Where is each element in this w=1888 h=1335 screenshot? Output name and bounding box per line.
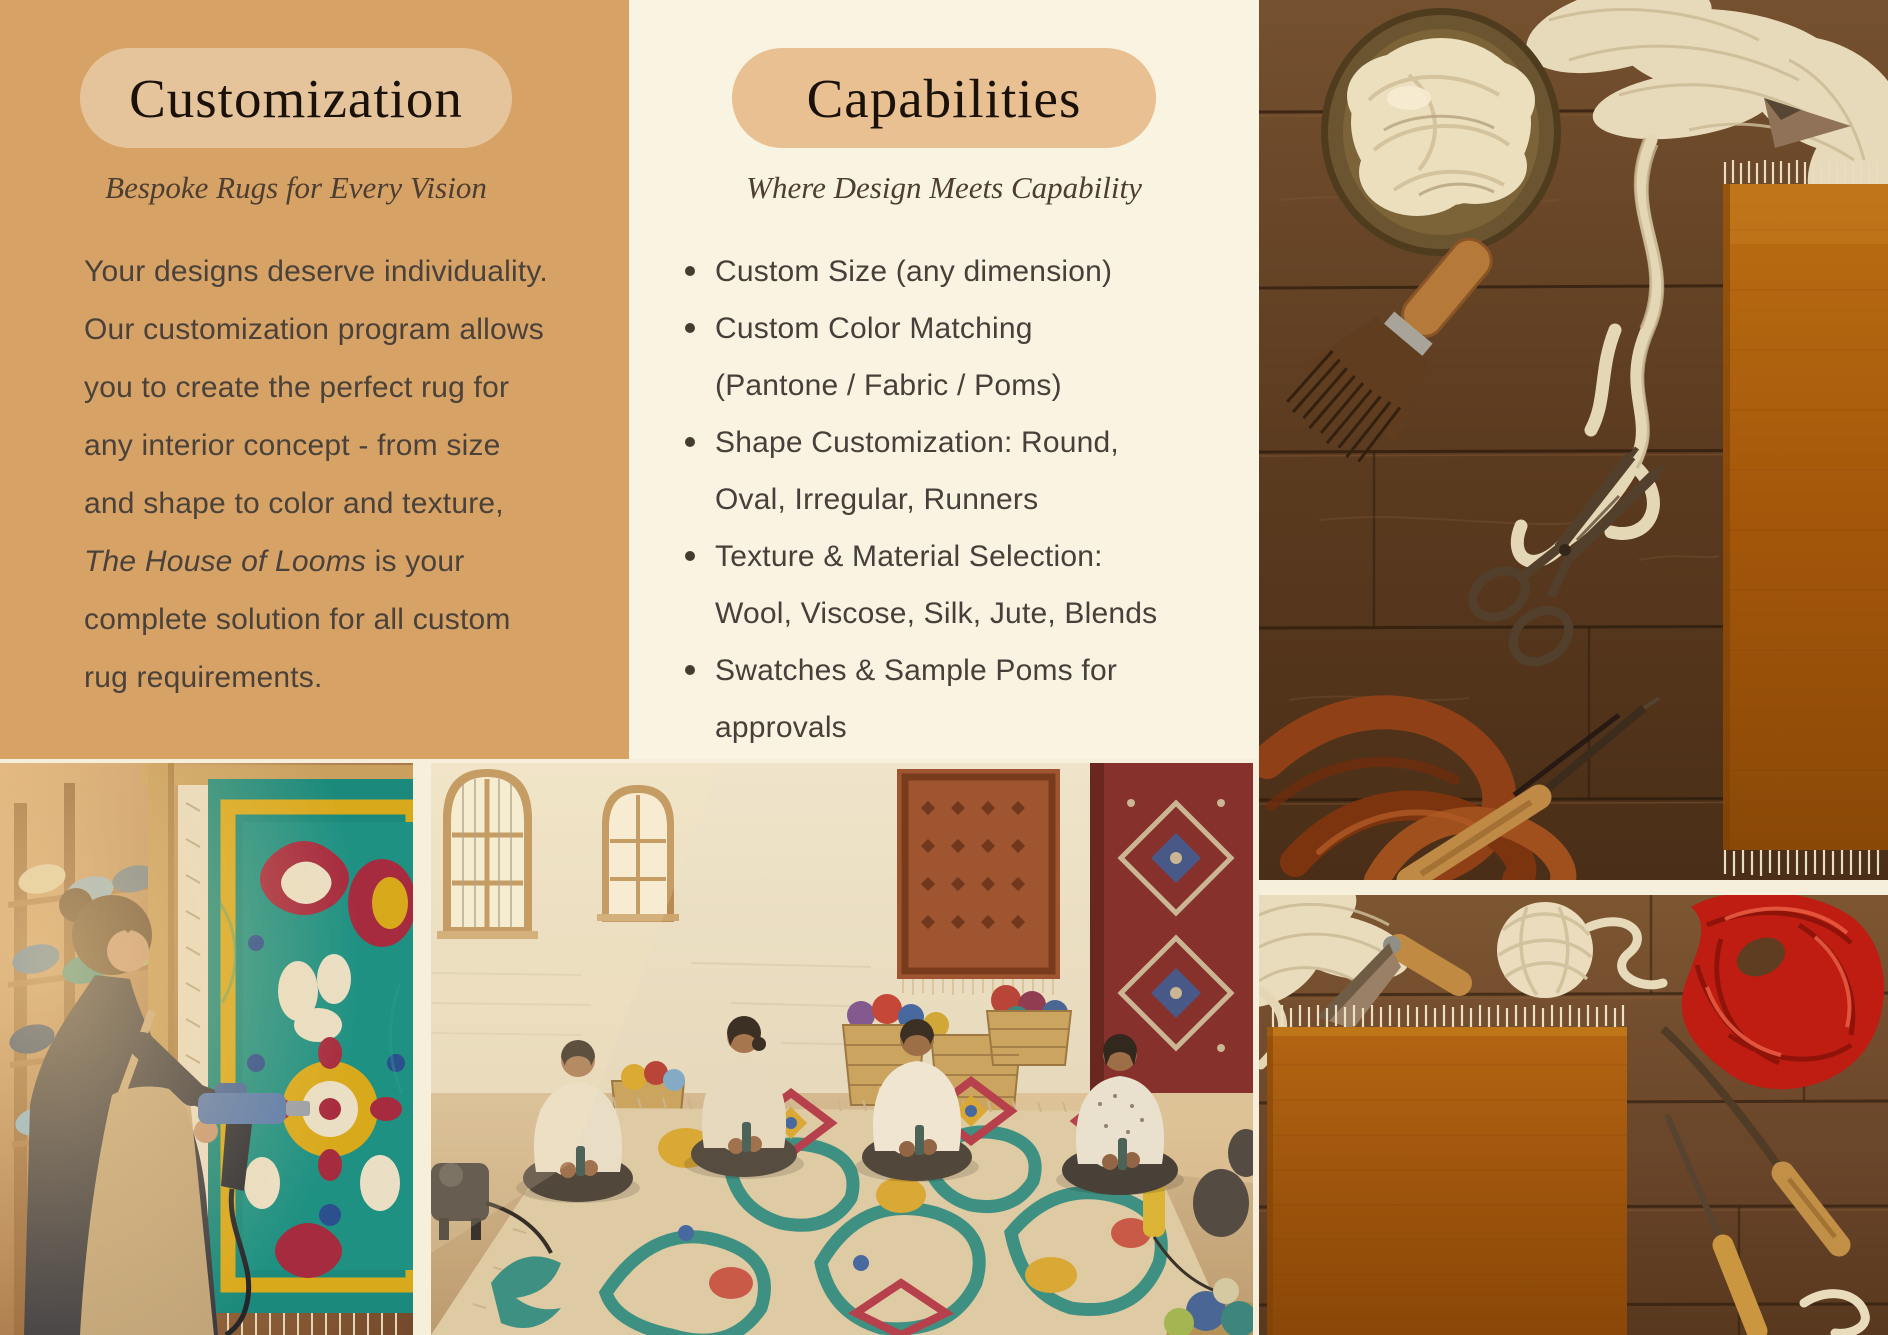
- capabilities-list: [685, 243, 1157, 756]
- photo-wool-and-tools-art: [1259, 0, 1888, 880]
- capability-item-line: Oval, Irregular, Runners: [715, 483, 1039, 516]
- capability-item-line: Wool, Viscose, Silk, Jute, Blends: [715, 597, 1158, 630]
- capability-item-line: Swatches & Sample Poms for: [715, 654, 1118, 687]
- capability-item-line: Custom Color Matching: [715, 312, 1033, 345]
- capabilities-panel: [629, 0, 1259, 759]
- capability-item-line: Texture & Material Selection:: [715, 540, 1103, 573]
- capabilities-pill: [732, 48, 1156, 148]
- body-text-line: you to create the perfect rug for: [84, 371, 510, 404]
- capability-item-line: (Pantone / Fabric / Poms): [715, 369, 1062, 402]
- capability-item-line: Custom Size (any dimension): [715, 255, 1113, 288]
- photo-rug-and-yarn: [1259, 895, 1888, 1335]
- body-text-line: rug requirements.: [84, 661, 323, 694]
- capability-item: [685, 414, 1157, 528]
- photo-workshop-artisans: [431, 763, 1253, 1335]
- capability-item: [685, 300, 1157, 414]
- body-text-line: complete solution for all custom: [84, 603, 511, 636]
- photo-wool-and-tools: [1259, 0, 1888, 880]
- customization-body: [84, 243, 548, 707]
- capability-item-line: Shape Customization: Round,: [715, 426, 1119, 459]
- customization-title: Customization: [129, 67, 463, 129]
- capability-item: [685, 642, 1157, 756]
- body-text-line: Our customization program allows: [84, 313, 544, 346]
- capability-item: [685, 528, 1157, 642]
- left-panel: [0, 0, 629, 759]
- bullet-icon: [685, 437, 695, 447]
- body-text-line: any interior concept - from size: [84, 429, 501, 462]
- bullet-icon: [685, 665, 695, 675]
- capabilities-subtitle: Where Design Meets Capability: [746, 170, 1142, 205]
- photo-artisan-tufting: [0, 763, 413, 1335]
- body-text-line: and shape to color and texture,: [84, 487, 504, 520]
- capabilities-title: Capabilities: [806, 67, 1082, 129]
- capability-item: [685, 243, 1157, 300]
- bullet-icon: [685, 551, 695, 561]
- customization-subtitle: Bespoke Rugs for Every Vision: [105, 170, 487, 205]
- bullet-icon: [685, 266, 695, 276]
- body-text-line: The House of Looms is your: [84, 545, 465, 578]
- body-text-line: Your designs deserve individuality.: [84, 255, 548, 288]
- capability-item-line: approvals: [715, 711, 847, 744]
- bullet-icon: [685, 323, 695, 333]
- customization-pill: [80, 48, 512, 148]
- photo-workshop-artisans-art: [431, 763, 1253, 1335]
- photo-artisan-tufting-art: [0, 763, 413, 1335]
- photo-rug-and-yarn-art: [1259, 895, 1888, 1335]
